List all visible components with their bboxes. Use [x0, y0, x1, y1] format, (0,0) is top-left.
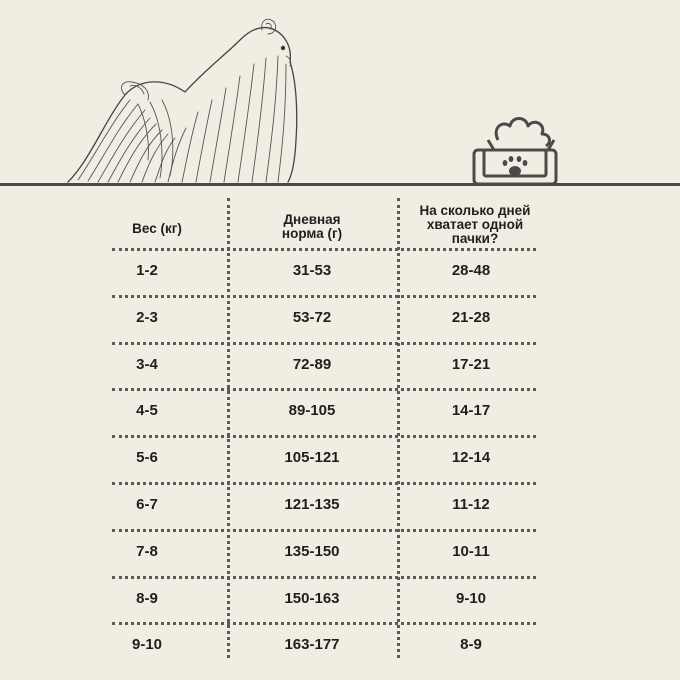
cell-days: 11-12	[452, 496, 490, 513]
row-separator	[112, 248, 536, 251]
shih-tzu-dog-icon	[68, 19, 297, 182]
cell-weight: 5-6	[136, 449, 158, 467]
row-separator	[112, 295, 536, 298]
cell-weight: 8-9	[136, 589, 158, 607]
cell-daily-norm: 89-105	[288, 402, 336, 420]
cell-weight: 4-5	[136, 402, 158, 420]
cell-daily-norm: 135-150	[284, 542, 340, 560]
header-days-per-pack: На сколько дней хватает одной пачки?	[419, 203, 531, 246]
cell-days: 17-21	[451, 355, 491, 373]
cell-daily-norm: 72-89	[292, 355, 332, 373]
row-separator	[112, 529, 536, 532]
cell-weight: 9-10	[131, 636, 163, 654]
row-separator	[112, 388, 536, 391]
cell-daily-norm: 31-53	[292, 262, 332, 279]
row-separator	[112, 435, 536, 438]
cell-weight: 6-7	[136, 496, 158, 513]
row-separator	[112, 622, 536, 625]
cell-daily-norm: 105-121	[284, 449, 340, 467]
cell-weight: 3-4	[136, 355, 158, 373]
header-illustration	[0, 0, 680, 195]
cell-days: 28-48	[451, 262, 491, 279]
cell-days: 10-11	[452, 542, 490, 560]
cell-weight: 1-2	[136, 262, 158, 279]
cell-daily-norm: 121-135	[284, 496, 340, 513]
cell-days: 9-10	[455, 589, 487, 607]
header-weight: Вес (кг)	[132, 221, 182, 236]
cell-daily-norm: 150-163	[284, 589, 340, 607]
cell-daily-norm: 53-72	[292, 308, 332, 326]
feeding-table	[0, 190, 680, 660]
cell-daily-norm: 163-177	[284, 636, 340, 654]
cell-days: 21-28	[451, 308, 491, 326]
food-bowl-paw-icon	[474, 119, 556, 185]
cell-weight: 2-3	[136, 308, 158, 326]
ground-divider	[0, 183, 680, 186]
row-separator	[112, 482, 536, 485]
header-daily-norm: Дневная норма (г)	[281, 212, 343, 241]
cell-days: 12-14	[451, 449, 491, 467]
row-separator	[112, 576, 536, 579]
column-separator	[397, 198, 400, 658]
column-separator	[227, 198, 230, 658]
cell-days: 14-17	[451, 402, 491, 420]
cell-weight: 7-8	[136, 542, 158, 560]
row-separator	[112, 342, 536, 345]
cell-days: 8-9	[460, 636, 482, 654]
